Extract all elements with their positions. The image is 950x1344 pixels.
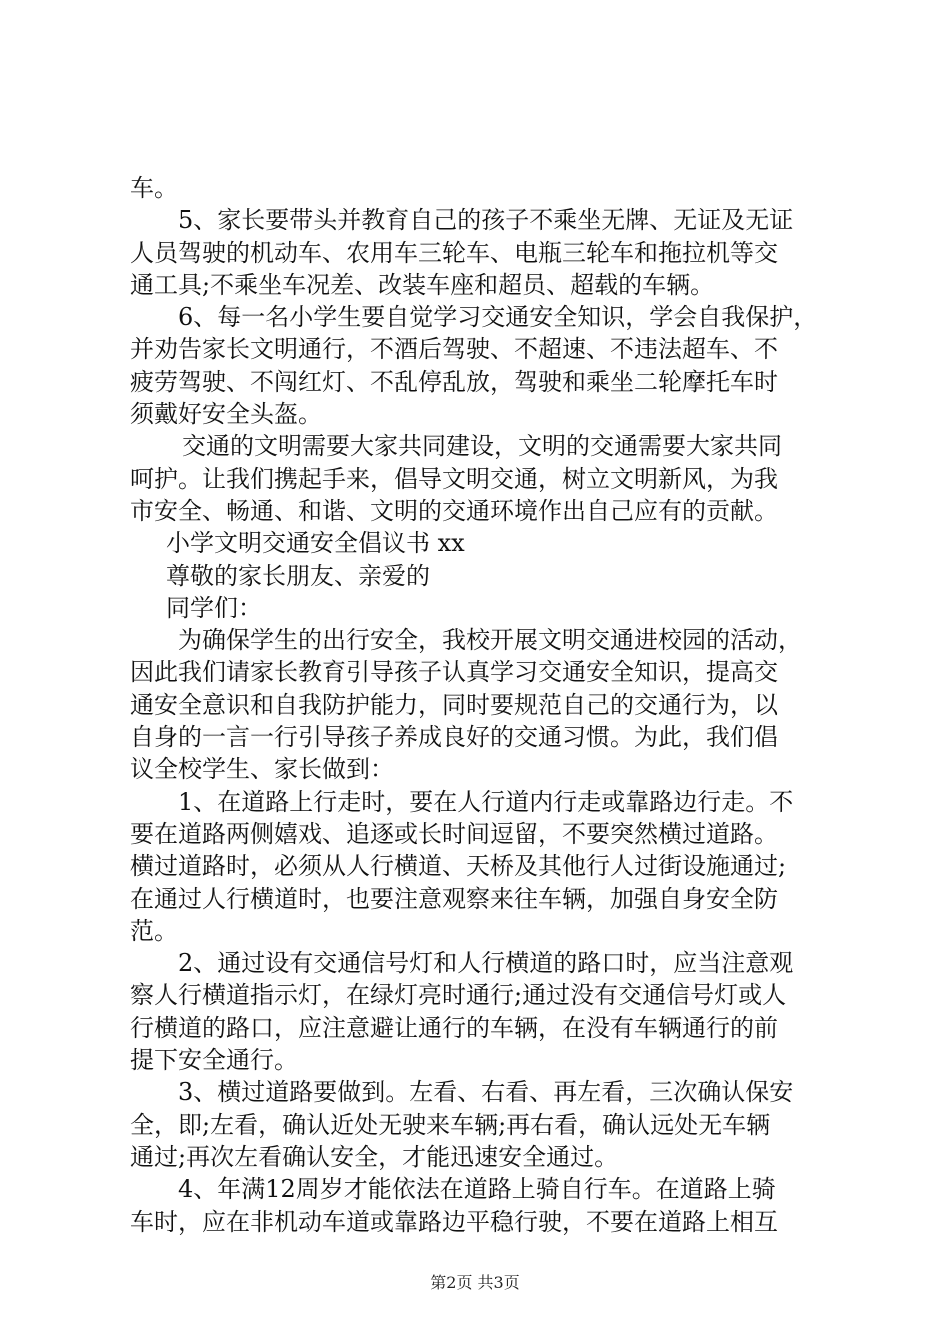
text-line: 察人行横道指示灯，在绿灯亮时通行;通过没有交通信号灯或人: [130, 981, 787, 1010]
text-line: 议全校学生、家长做到：: [130, 755, 394, 784]
text-line: 疲劳驾驶、不闯红灯、不乱停乱放，驾驶和乘坐二轮摩托车时: [130, 367, 778, 396]
text-line: 2、通过设有交通信号灯和人行横道的路口时，应当注意观: [178, 949, 794, 978]
text-line: 车。: [130, 174, 178, 202]
text-line: 行横道的路口，应注意避让通行的车辆，在没有车辆通行的前: [130, 1013, 778, 1042]
text-line: 全，即;左看，确认近处无驶来车辆;再右看，确认远处无车辆: [130, 1110, 771, 1139]
text-line: 范。: [130, 916, 178, 945]
text-line: 同学们：: [166, 593, 262, 622]
text-line: 通安全意识和自我防护能力，同时要规范自己的交通行为，以: [130, 690, 778, 719]
text-line: 6、每一名小学生要自觉学习交通安全知识，学会自我保护，: [178, 303, 818, 332]
text-line: 3、横过道路要做到。左看、右看、再左看，三次确认保安: [178, 1078, 794, 1107]
text-line: 要在道路两侧嬉戏、追逐或长时间逗留，不要突然横过道路。: [130, 819, 778, 848]
text-line: 4、年满12周岁才能依法在道路上骑自行车。在道路上骑: [178, 1175, 776, 1204]
text-line: 在通过人行横道时，也要注意观察来往车辆，加强自身安全防: [130, 884, 778, 913]
text-line: 1、在道路上行走时，要在人行道内行走或靠路边行走。不: [178, 787, 794, 816]
text-line: 自身的一言一行引导孩子养成良好的交通习惯。为此，我们倡: [130, 723, 778, 752]
text-line: 小学文明交通安全倡议书 xx: [166, 529, 465, 558]
text-line: 横过道路时，必须从人行横道、天桥及其他行人过街设施通过;: [130, 852, 787, 881]
text-line: 车时，应在非机动车道或靠路边平稳行驶，不要在道路上相互: [130, 1207, 778, 1236]
text-line: 并劝告家长文明通行，不酒后驾驶、不超速、不违法超车、不: [130, 335, 778, 364]
document-body: [130, 172, 830, 1238]
text-line: 通过;再次左看确认安全，才能迅速安全通过。: [130, 1142, 619, 1171]
text-line: 为确保学生的出行安全，我校开展文明交通进校园的活动，: [178, 626, 802, 655]
text-line: 因此我们请家长教育引导孩子认真学习交通安全知识，提高交: [130, 658, 778, 687]
text-line: 提下安全通行。: [130, 1046, 298, 1075]
text-line: 人员驾驶的机动车、农用车三轮车、电瓶三轮车和拖拉机等交: [130, 238, 778, 267]
text-line: 市安全、畅通、和谐、文明的交通环境作出自己应有的贡献。: [130, 496, 778, 525]
text-line: 须戴好安全头盔。: [130, 400, 322, 429]
page-footer: 第2页 共3页: [430, 1273, 520, 1292]
text-line: 呵护。让我们携起手来，倡导文明交通，树立文明新风，为我: [130, 464, 778, 493]
text-line: 通工具;不乘坐车况差、改装车座和超员、超载的车辆。: [130, 270, 715, 299]
text-line: 尊敬的家长朋友、亲爱的: [166, 561, 430, 590]
text-line: 5、家长要带头并教育自己的孩子不乘坐无牌、无证及无证: [178, 206, 794, 235]
text-line: 交通的文明需要大家共同建设，文明的交通需要大家共同: [182, 432, 782, 461]
